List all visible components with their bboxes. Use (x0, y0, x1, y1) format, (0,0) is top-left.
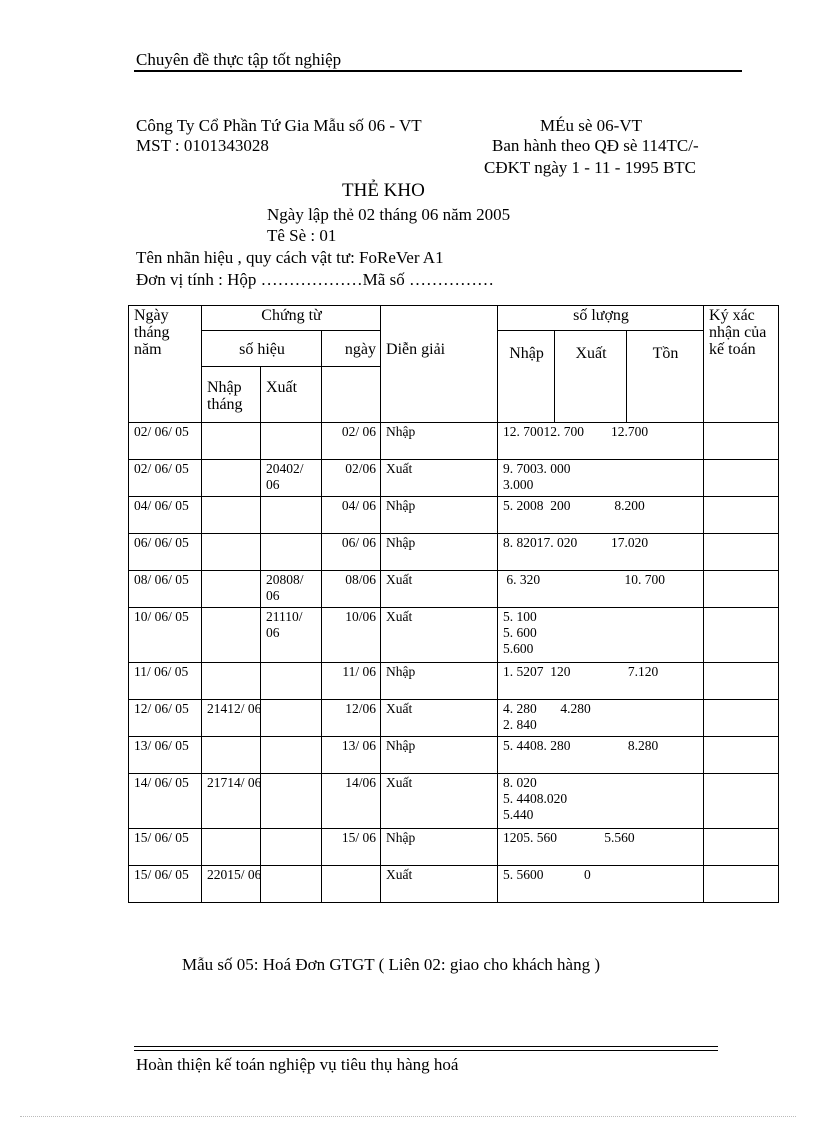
row-voucher-in (202, 534, 261, 571)
row-voucher-out (261, 700, 322, 737)
row-quantities: 5. 2008 200 8.200 (498, 497, 704, 534)
row-voucher-date: 11/ 06 (322, 663, 381, 700)
row-quantities: 5. 5600 0 (498, 866, 704, 903)
form-ref-2: Ban hành theo QĐ sè 114TC/- (492, 136, 699, 155)
row-description: Xuất (381, 774, 498, 829)
row-voucher-out: 20808/ 06 (261, 571, 322, 608)
table-row (129, 663, 779, 700)
row-quantities: 1. 5207 120 7.120 (498, 663, 704, 700)
header-empty (322, 367, 381, 423)
row-description: Xuất (381, 571, 498, 608)
row-date: 08/ 06/ 05 (129, 571, 202, 608)
row-date: 13/ 06/ 05 (129, 737, 202, 774)
table-row (129, 608, 779, 663)
row-confirm (704, 700, 779, 737)
row-voucher-date: 10/06 (322, 608, 381, 663)
row-description: Nhập (381, 423, 498, 460)
stock-card-table (128, 305, 779, 903)
table-row (129, 571, 779, 608)
row-voucher-in (202, 571, 261, 608)
table-row (129, 497, 779, 534)
row-quantities: 5. 4408. 280 8.280 (498, 737, 704, 774)
row-voucher-in (202, 829, 261, 866)
header-confirm: Ký xác nhận của kế toán (704, 306, 779, 423)
row-voucher-in (202, 608, 261, 663)
row-confirm (704, 829, 779, 866)
running-header: Chuyên đề thực tập tốt nghiệp (136, 50, 342, 69)
row-voucher-date: 08/06 (322, 571, 381, 608)
header-in-month: Nhập tháng (202, 367, 261, 423)
row-quantities: 1205. 560 5.560 (498, 829, 704, 866)
card-number-line: Tê Sè : 01 (267, 226, 337, 245)
table-row (129, 700, 779, 737)
row-voucher-out (261, 534, 322, 571)
header-voucher: Chứng từ (202, 306, 381, 331)
row-date: 02/ 06/ 05 (129, 423, 202, 460)
header-voucher-date: ngày (322, 331, 381, 367)
company-line-1: Công Ty Cổ Phần Tứ Gia Mẫu số 06 - VT (136, 116, 422, 135)
header-voucher-no: số hiệu (202, 331, 322, 367)
card-brand-line: Tên nhãn hiệu , quy cách vật tư: FoReVer A1 (136, 248, 444, 267)
running-footer: Hoàn thiện kế toán nghiệp vụ tiêu thụ hàng hoá (136, 1055, 459, 1074)
row-voucher-out (261, 663, 322, 700)
row-voucher-out (261, 423, 322, 460)
row-description: Xuất (381, 460, 498, 497)
row-voucher-date: 13/ 06 (322, 737, 381, 774)
row-voucher-in (202, 460, 261, 497)
invoice-caption: Mẫu số 05: Hoá Đơn GTGT ( Liên 02: giao cho khách hàng ) (182, 955, 601, 974)
row-confirm (704, 571, 779, 608)
row-voucher-out (261, 737, 322, 774)
row-voucher-in (202, 423, 261, 460)
row-voucher-out (261, 866, 322, 903)
row-voucher-out (261, 829, 322, 866)
row-quantities: 8. 020 5. 4408.020 5.440 (498, 774, 704, 829)
row-voucher-out (261, 774, 322, 829)
header-quantity: số lượng (498, 306, 704, 331)
row-voucher-in (202, 737, 261, 774)
row-voucher-out: 20402/ 06 (261, 460, 322, 497)
row-quantities: 9. 7003. 000 3.000 (498, 460, 704, 497)
row-voucher-date (322, 866, 381, 903)
row-date: 04/ 06/ 05 (129, 497, 202, 534)
table-row (129, 534, 779, 571)
form-ref-1: MÉu sè 06-VT (540, 116, 642, 135)
row-voucher-date: 06/ 06 (322, 534, 381, 571)
row-voucher-date: 02/06 (322, 460, 381, 497)
page-edge-rule (20, 1116, 796, 1117)
table-row (129, 737, 779, 774)
row-date: 02/ 06/ 05 (129, 460, 202, 497)
row-description: Nhập (381, 497, 498, 534)
row-quantities: 8. 82017. 020 17.020 (498, 534, 704, 571)
row-date: 15/ 06/ 05 (129, 829, 202, 866)
row-quantities: 4. 280 4.280 2. 840 (498, 700, 704, 737)
row-confirm (704, 737, 779, 774)
row-confirm (704, 534, 779, 571)
row-description: Xuất (381, 608, 498, 663)
row-voucher-in (202, 663, 261, 700)
row-date: 12/ 06/ 05 (129, 700, 202, 737)
row-description: Nhập (381, 737, 498, 774)
table-row (129, 460, 779, 497)
table-row (129, 829, 779, 866)
row-confirm (704, 663, 779, 700)
table-row (129, 774, 779, 829)
row-quantities: 6. 320 10. 700 (498, 571, 704, 608)
row-quantities: 12. 70012. 700 12.700 (498, 423, 704, 460)
header-description: Diễn giải (381, 306, 498, 423)
card-date-line: Ngày lập thẻ 02 tháng 06 năm 2005 (267, 205, 511, 224)
row-description: Nhập (381, 534, 498, 571)
row-voucher-out: 21110/ 06 (261, 608, 322, 663)
row-description: Nhập (381, 663, 498, 700)
card-unit-line: Đơn vị tính : Hộp ………………Mã số …………… (136, 270, 494, 289)
row-voucher-date: 14/06 (322, 774, 381, 829)
header-rule (134, 70, 742, 72)
row-confirm (704, 774, 779, 829)
card-title: THẺ KHO (342, 180, 425, 201)
header-qty-out: Xuất (555, 331, 627, 423)
header-qty-balance: Tồn (627, 331, 704, 423)
table-row (129, 423, 779, 460)
row-date: 11/ 06/ 05 (129, 663, 202, 700)
row-voucher-in: 22015/ 06 (202, 866, 261, 903)
form-ref-3: CĐKT ngày 1 - 11 - 1995 BTC (484, 158, 697, 177)
table-row (129, 866, 779, 903)
company-tax-code: MST : 0101343028 (136, 136, 269, 155)
footer-rule-2 (134, 1050, 718, 1051)
row-description: Nhập (381, 829, 498, 866)
row-confirm (704, 866, 779, 903)
row-voucher-in (202, 497, 261, 534)
row-voucher-date: 04/ 06 (322, 497, 381, 534)
row-voucher-out (261, 497, 322, 534)
row-date: 06/ 06/ 05 (129, 534, 202, 571)
header-qty-in: Nhập (498, 331, 555, 423)
row-voucher-in: 21714/ 06 (202, 774, 261, 829)
row-voucher-date: 12/06 (322, 700, 381, 737)
header-date: Ngày tháng năm (129, 306, 202, 423)
row-quantities: 5. 100 5. 600 5.600 (498, 608, 704, 663)
footer-rule-1 (134, 1046, 718, 1047)
row-confirm (704, 497, 779, 534)
row-voucher-date: 02/ 06 (322, 423, 381, 460)
row-confirm (704, 608, 779, 663)
row-date: 10/ 06/ 05 (129, 608, 202, 663)
header-out: Xuất (261, 367, 322, 423)
row-description: Xuất (381, 866, 498, 903)
row-description: Xuất (381, 700, 498, 737)
row-confirm (704, 423, 779, 460)
row-date: 14/ 06/ 05 (129, 774, 202, 829)
row-date: 15/ 06/ 05 (129, 866, 202, 903)
row-voucher-date: 15/ 06 (322, 829, 381, 866)
row-voucher-in: 21412/ 06 (202, 700, 261, 737)
row-confirm (704, 460, 779, 497)
